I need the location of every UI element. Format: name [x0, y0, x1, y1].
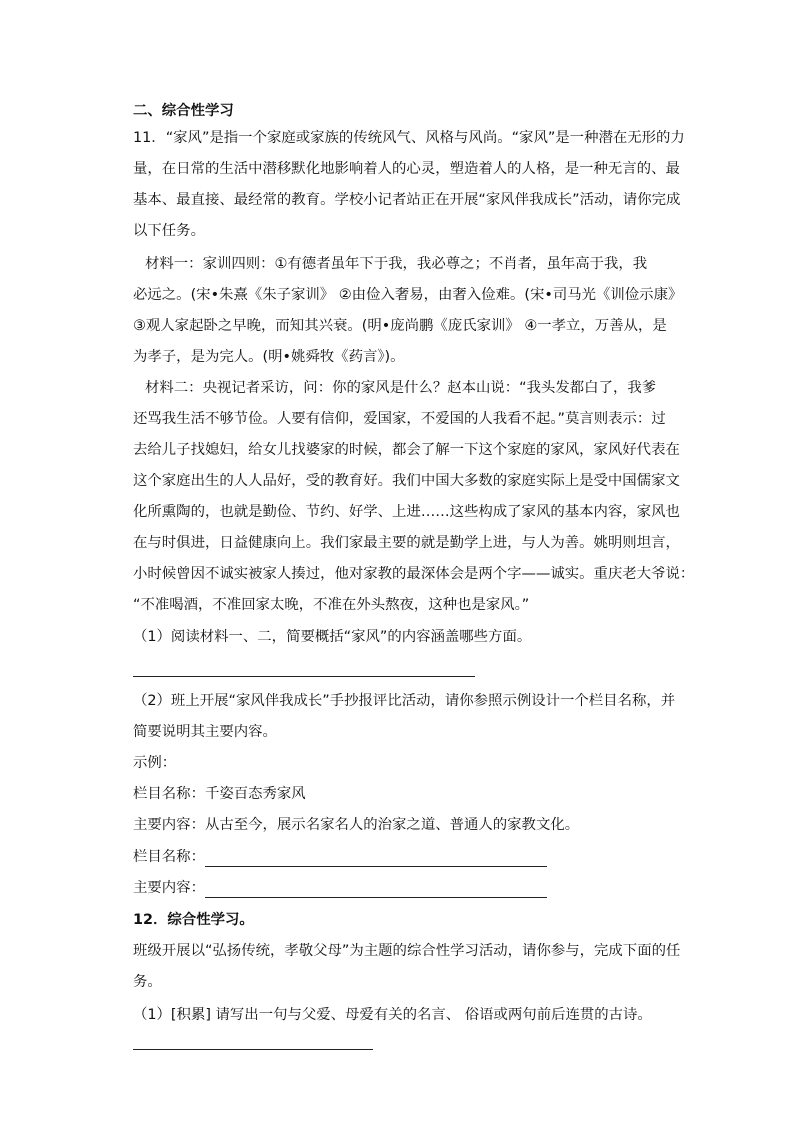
q11-stem-line: 基本、最直接、最经常的教育。学校小记者站正在开展“家风伴我成长”活动，请你完成: [133, 192, 681, 208]
material1-line: ③观人家起卧之早晚，而知其兴衰。(明•庞尚鹏《庞氏家训》 ④一孝立，万善从，是: [133, 318, 667, 334]
material2-line: 去给儿子找媳妇，给女儿找婆家的时候，都会了解一下这个家庭的家风，家风好代表在: [133, 442, 680, 458]
example-column-name: 栏目名称：千姿百态秀家风: [133, 786, 306, 802]
main-content-field: [133, 878, 547, 898]
main-content-blank[interactable]: [205, 883, 547, 898]
q11-stem-line: 量，在日常的生活中潜移默化地影响着人的心灵，塑造着人的人格，是一种无言的、最: [133, 161, 680, 177]
section-title: 二、综合性学习: [133, 103, 234, 119]
column-name-field: [133, 847, 547, 867]
q11-stem-line: 11．“家风”是指一个家庭或家族的传统风气、风格与风尚。“家风”是一种潜在无形的力: [133, 130, 685, 146]
material1-line: 材料一：家训四则：①有德者虽年下于我，我必尊之；不肖者，虽年高于我，我: [145, 256, 648, 272]
material1-line: 为孝子，是为完人。(明•姚舜牧《药言》)。: [133, 349, 405, 365]
q12-sub1-prompt: （1）[积累] 请写出一句与父爱、母爱有关的名言、 俗语或两句前后连贯的古诗。: [133, 1007, 652, 1023]
q11-sub2-prompt: 简要说明其主要内容。: [133, 724, 277, 740]
material2-line: 化所熏陶的，也就是勤俭、节约、好学、上进……这些构成了家风的基本内容，家风也: [133, 504, 680, 520]
material2-line: 这个家庭出生的人人品好，受的教育好。我们中国大多数的家庭实际上是受中国儒家文: [133, 473, 680, 489]
column-name-blank[interactable]: [205, 852, 547, 867]
q12-title: 12．综合性学习。: [133, 912, 254, 928]
material2-line: 小时候曾因不诚实被家人揍过，他对家教的最深体会是两个字——诚实。重庆老大爷说：: [133, 566, 695, 582]
example-label: 示例：: [133, 755, 177, 771]
material2-line: 材料二：央视记者采访，问：你的家风是什么？赵本山说：“我头发都白了，我爹: [145, 380, 657, 396]
q11-sub1-prompt: （1）阅读材料一、二，简要概括“家风”的内容涵盖哪些方面。: [133, 629, 532, 645]
example-main-content: 主要内容：从古至今，展示名家名人的治家之道、普通人的家教文化。: [133, 817, 580, 833]
q11-sub1-answer-line[interactable]: [133, 676, 475, 677]
material1-line: 必远之。(宋•朱熹《朱子家训》 ②由俭入奢易，由奢入俭难。(宋•司马光《训俭示康》: [133, 287, 683, 303]
q11-sub2-prompt: （2）班上开展“家风伴我成长”手抄报评比活动，请你参照示例设计一个栏目名称，并: [133, 693, 676, 709]
material2-line: “不准喝酒，不准回家太晚，不准在外头熬夜，这种也是家风。”: [133, 597, 530, 613]
main-content-label: 主要内容：: [133, 880, 205, 896]
material2-line: 还骂我生活不够节俭。人要有信仰，爱国家，不爱国的人我看不起。”莫言则表示：过: [133, 411, 666, 427]
q12-sub1-answer-line[interactable]: [133, 1049, 373, 1050]
material2-line: 在与时俱进，日益健康向上。我们家最主要的就是勤学上进，与人为善。姚明则坦言，: [133, 535, 680, 551]
q11-stem-line: 以下任务。: [133, 223, 205, 239]
q12-intro-line: 班级开展以“弘扬传统，孝敬父母”为主题的综合性学习活动，请你参与，完成下面的任: [133, 943, 681, 959]
column-name-label: 栏目名称：: [133, 849, 205, 865]
q12-intro-line: 务。: [133, 974, 162, 990]
